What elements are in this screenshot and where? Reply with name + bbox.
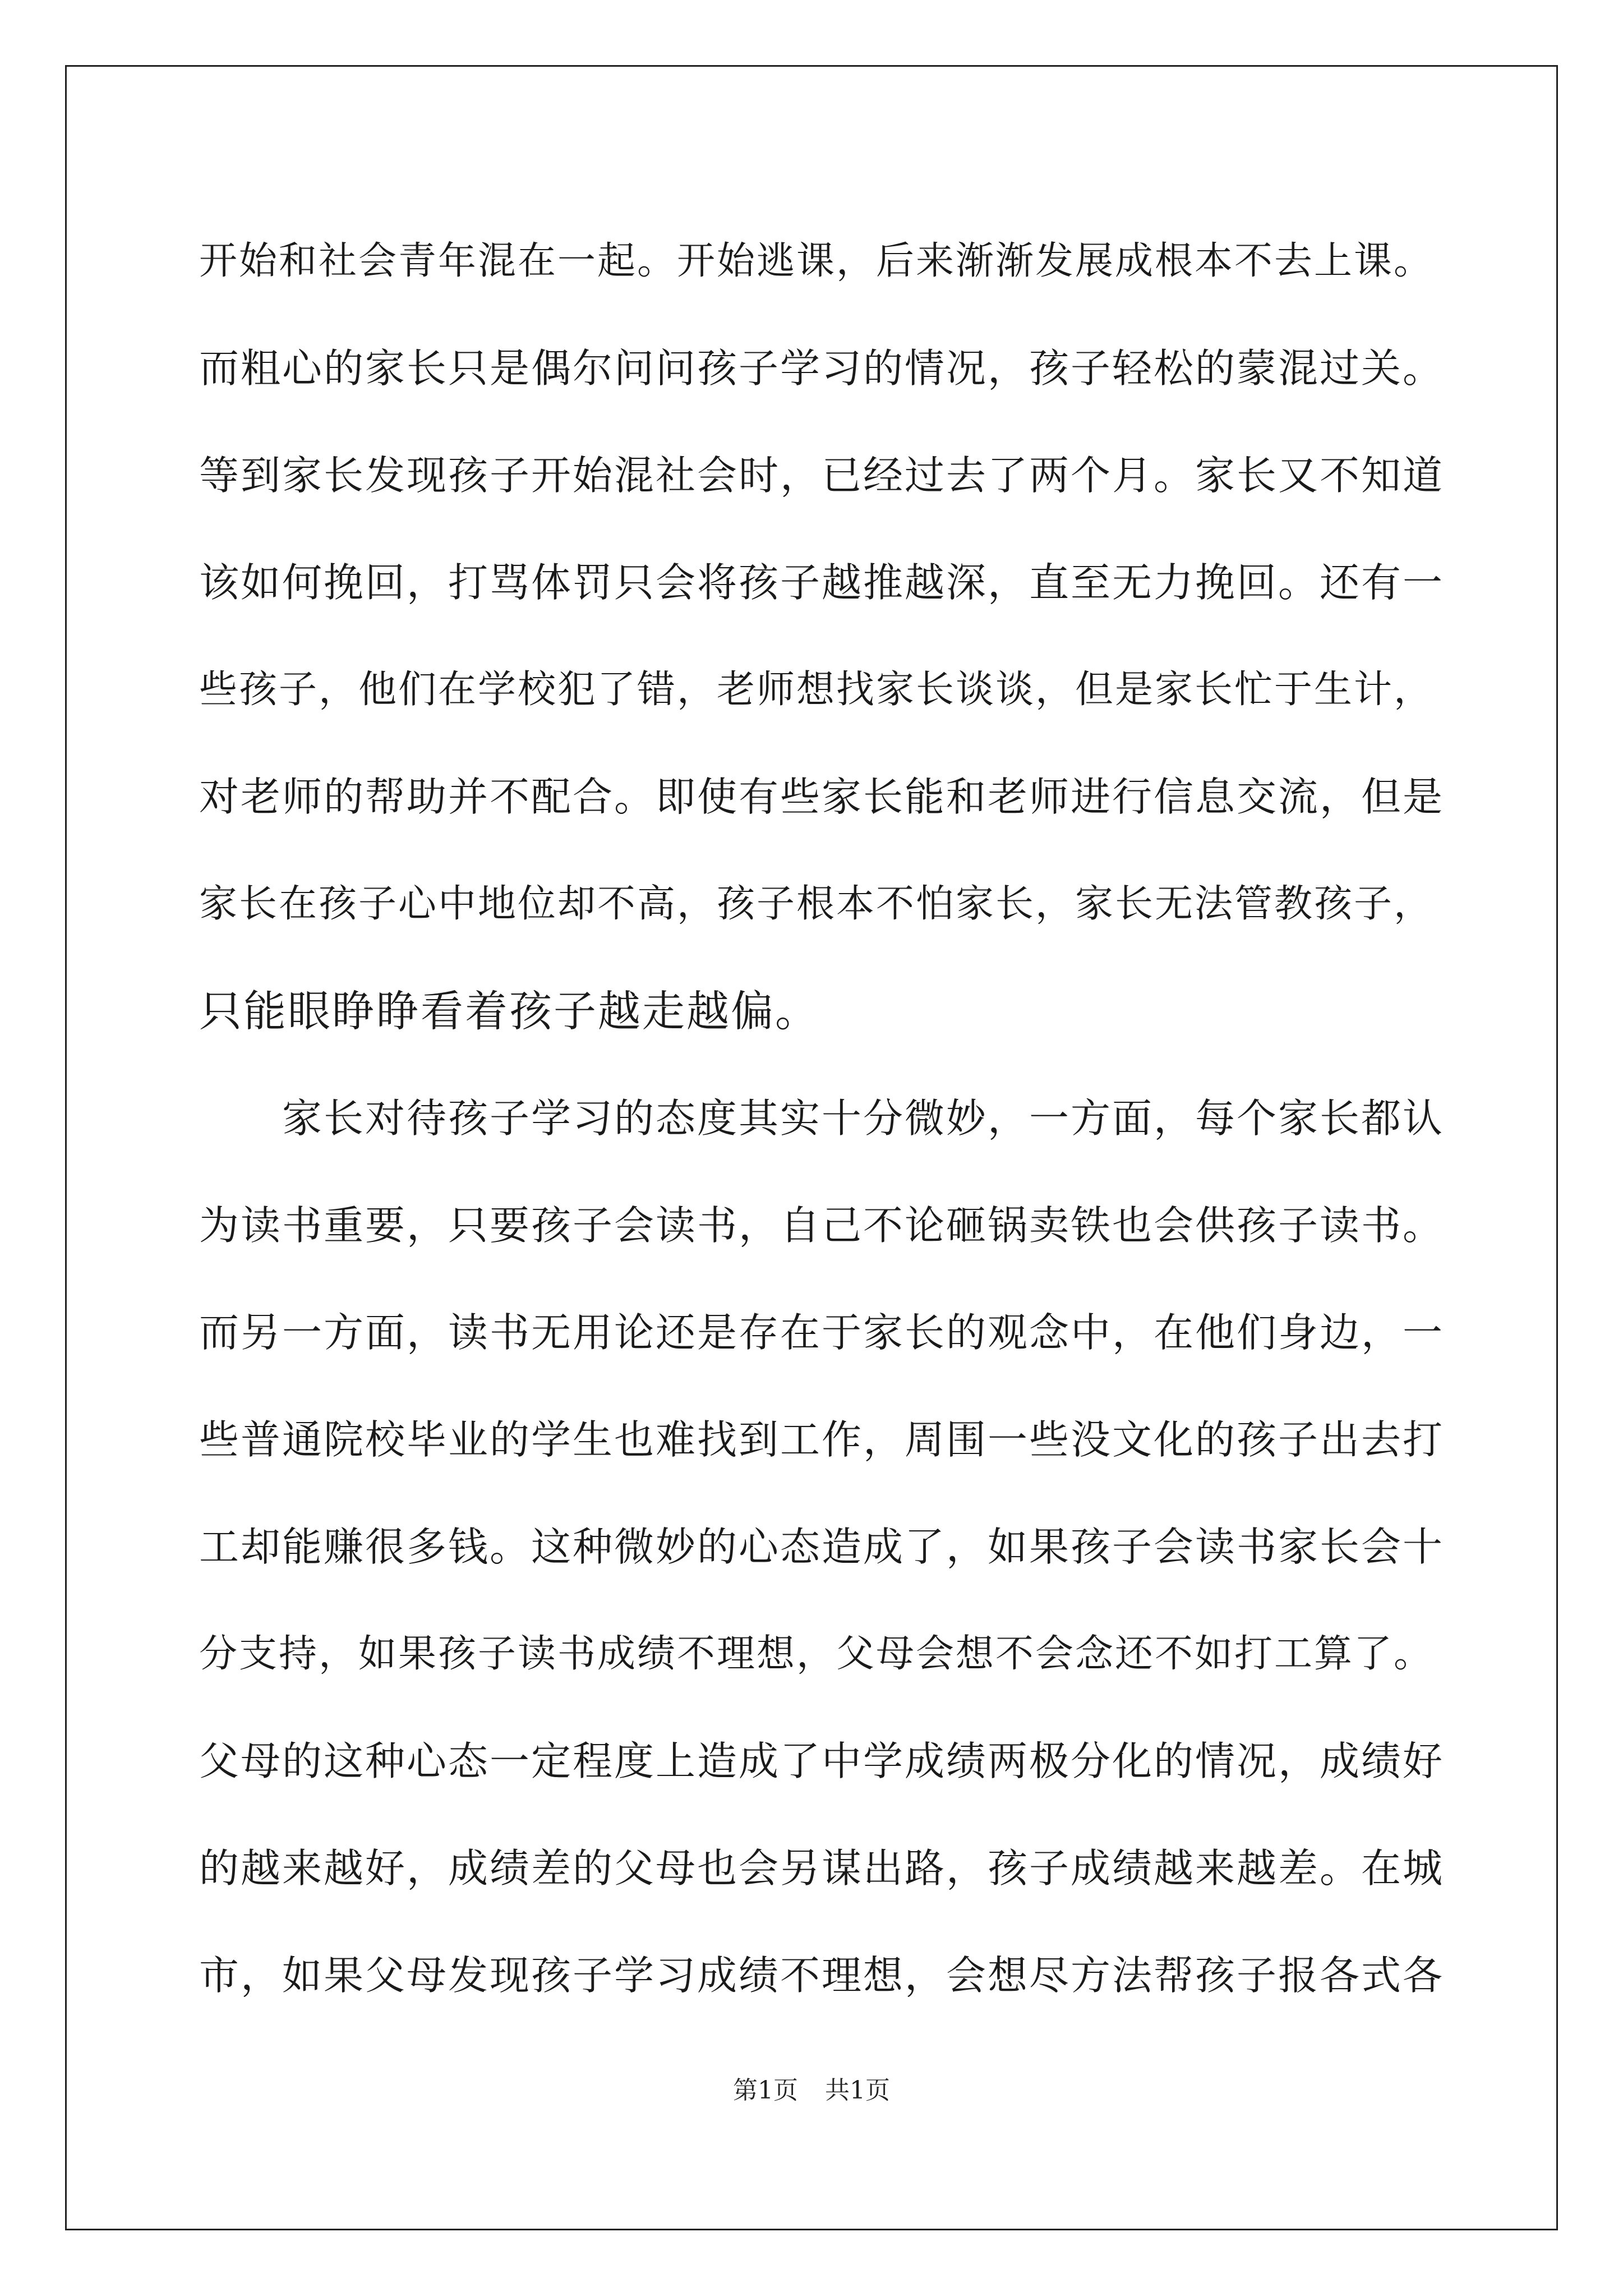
text-line: 父母的这种心态一定程度上造成了中学成绩两极分化的情况，成绩好 [199,1738,1445,1784]
page-footer [0,2070,1623,2106]
text-line: 的越来越好，成绩差的父母也会另谋出路，孩子成绩越来越差。在城 [199,1845,1445,1892]
text-line: 家长在孩子心中地位却不高，孩子根本不怕家长，家长无法管教孩子， [199,882,1434,926]
text-line: 为读书重要，只要孩子会读书，自己不论砸锅卖铁也会供孩子读书。 [199,1202,1445,1249]
page-total: 共1页 [825,2076,890,2105]
text-line: 而粗心的家长只是偶尔问问孩子学习的情况，孩子轻松的蒙混过关。 [199,345,1445,392]
text-line: 只能眼睁睁看着孩子越走越偏。 [199,986,819,1036]
page-number: 第1页 [733,2076,798,2105]
text-line: 分支持，如果孩子读书成绩不理想，父母会想不会念还不如打工算了。 [199,1632,1434,1676]
text-line: 市，如果父母发现孩子学习成绩不理想，会想尽方法帮孩子报各式各 [199,1952,1445,1999]
text-line: 对老师的帮助并不配合。即使有些家长能和老师进行信息交流，但是 [199,774,1445,820]
text-line: 开始和社会青年混在一起。开始逃课，后来渐渐发展成根本不去上课。 [199,239,1434,283]
document-body [199,208,1450,2029]
text-line: 而另一方面，读书无用论还是存在于家长的观念中，在他们身边，一 [199,1309,1445,1356]
text-line: 些孩子，他们在学校犯了错，老师想找家长谈谈，但是家长忙于生计， [199,668,1434,712]
text-line: 工却能赚很多钱。这种微妙的心态造成了，如果孩子会读书家长会十 [199,1524,1445,1570]
text-line: 等到家长发现孩子开始混社会时，已经过去了两个月。家长又不知道 [199,452,1445,499]
paragraph-first-line: 家长对待孩子学习的态度其实十分微妙，一方面，每个家长都认 [282,1095,1445,1142]
text-line: 该如何挽回，打骂体罚只会将孩子越推越深，直至无力挽回。还有一 [199,559,1445,606]
text-line: 些普通院校毕业的学生也难找到工作，周围一些没文化的孩子出去打 [199,1416,1445,1463]
